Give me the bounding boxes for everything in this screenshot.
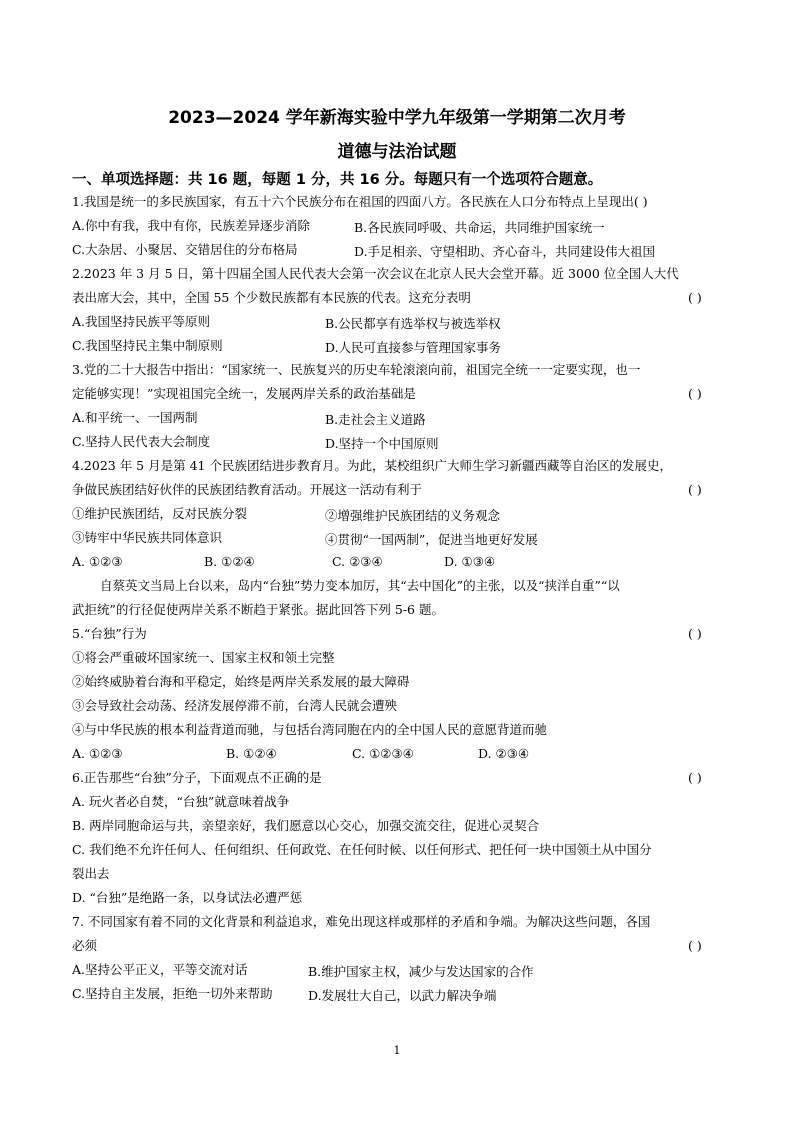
- q5-statement-3: ③会导致社会动荡、经济发展停滞不前，台湾人民就会遭殃: [72, 698, 398, 713]
- q2-stem-line2: 表出席大会，其中，全国 55 个少数民族都有本民族的代表。这充分表明: [72, 290, 471, 305]
- section-heading: 一、单项选择题：共 16 题，每题 1 分，共 16 分。每题只有一个选项符合题意。: [72, 172, 603, 188]
- q2-stem-line1: 2.2023 年 3 月 5 日，第十四届全国人民代表大会第一次会议在北京人民大会堂开幕。近 3000 位全国人大代: [72, 266, 679, 281]
- q4-stem-line2: 争做民族团结好伙伴的民族团结教育活动。开展这一活动有利于: [72, 482, 423, 497]
- q7-answer-paren: ( ): [688, 938, 702, 953]
- q6-option-c-line2: 裂出去: [72, 866, 110, 881]
- q4-statement-1: ①维护民族团结，反对民族分裂: [72, 506, 248, 521]
- q1-option-c: C.大杂居、小聚居、交错居住的分布格局: [72, 242, 298, 257]
- q1-option-a: A.你中有我，我中有你，民族差异逐步消除: [72, 218, 311, 233]
- q4-stem-line1: 4.2023 年 5 月是第 41 个民族团结进步教育月。为此，某校组织广大师生学习新疆西藏等自治区的发展史，: [72, 458, 672, 473]
- q7-option-d: D.发展壮大自己，以武力解决争端: [308, 988, 497, 1003]
- q1-option-d: D.手足相亲、守望相助、齐心奋斗，共同建设伟大祖国: [354, 244, 656, 259]
- q6-option-c-line1: C. 我们绝不允许任何人、任何组织、任何政党、在任何时候、以任何形式、把任何一块中国领土从中国分: [72, 842, 652, 857]
- q3-option-b: B.走社会主义道路: [325, 412, 426, 427]
- q4-statement-3: ③铸牢中华民族共同体意识: [72, 530, 223, 545]
- q3-stem-line2: 定能够实现！”实现祖国完全统一，发展两岸关系的政治基础是: [72, 386, 416, 401]
- q1-stem: 1.我国是统一的多民族国家，有五十六个民族分布在祖国的四面八方。各民族在人口分布特点上呈现出( ): [72, 194, 648, 209]
- passage-line2: 武拒统”的行径促使两岸关系不断趋于紧张。据此回答下列 5-6 题。: [72, 602, 444, 617]
- q4-option-d: D. ①③④: [444, 554, 496, 569]
- q1-option-b: B.各民族同呼吸、共命运，共同维护国家统一: [354, 220, 605, 235]
- q7-option-c: C.坚持自主发展，拒绝一切外来帮助: [72, 986, 273, 1001]
- exam-title: 2023—2024 学年新海实验中学九年级第一学期第二次月考: [168, 108, 626, 128]
- q4-option-c: C. ②③④: [332, 554, 383, 569]
- q2-option-c: C.我国坚持民主集中制原则: [72, 338, 223, 353]
- q5-statement-4: ④与中华民族的根本利益背道而驰，与包括台湾同胞在内的全中国人民的意愿背道而驰: [72, 722, 548, 737]
- exam-subject: 道德与法治试题: [337, 142, 457, 162]
- page-number: 1: [393, 1044, 401, 1057]
- q7-option-a: A.坚持公平正义，平等交流对话: [72, 962, 248, 977]
- q2-option-b: B.公民都享有选举权与被选举权: [325, 316, 501, 331]
- q5-stem: 5.“台独”行为: [72, 626, 147, 641]
- q3-option-a: A.和平统一、一国两制: [72, 410, 198, 425]
- passage-line1: 自蔡英文当局上台以来，岛内“台独”势力变本加厉，其“去中国化”的主张，以及“挟洋自重”“以: [100, 578, 620, 593]
- q4-statement-2: ②增强维护民族团结的义务观念: [325, 508, 501, 523]
- q5-statement-2: ②始终威胁着台海和平稳定，始终是两岸关系发展的最大障碍: [72, 674, 410, 689]
- q4-option-b: B. ①②④: [204, 554, 255, 569]
- q5-option-c: C. ①②③④: [352, 746, 414, 761]
- q5-option-b: B. ①②④: [226, 746, 277, 761]
- q5-option-d: D. ②③④: [478, 746, 530, 761]
- q6-option-b: B. 两岸同胞命运与共，亲望亲好，我们愿意以心交心，加强交流交往，促进心灵契合: [72, 818, 540, 833]
- q6-option-d: D. “台独”是绝路一条，以身试法必遭严惩: [72, 890, 303, 905]
- q4-option-a: A. ①②③: [72, 554, 123, 569]
- q4-statement-4: ④贯彻“一国两制”，促进当地更好发展: [325, 532, 538, 547]
- q5-answer-paren: ( ): [688, 626, 702, 641]
- q3-option-c: C.坚持人民代表大会制度: [72, 434, 211, 449]
- q7-stem-line2: 必须: [72, 938, 98, 953]
- q5-statement-1: ①将会严重破坏国家统一、国家主权和领土完整: [72, 650, 335, 665]
- q5-option-a: A. ①②③: [72, 746, 123, 761]
- q7-stem-line1: 7. 不同国家有着不同的文化背景和利益追求，难免出现这样或那样的矛盾和争端。为解决这些问题，各国: [72, 914, 651, 929]
- q3-option-d: D.坚持一个中国原则: [325, 436, 439, 451]
- q6-stem: 6.正告那些“台独”分子，下面观点不正确的是: [72, 770, 322, 785]
- q6-answer-paren: ( ): [688, 770, 702, 785]
- q4-answer-paren: ( ): [688, 482, 702, 497]
- q2-option-a: A.我国坚持民族平等原则: [72, 314, 211, 329]
- q3-stem-line1: 3.党的二十大报告中指出：“国家统一、民族复兴的历史车轮滚滚向前，祖国完全统一一定要实现，也一: [72, 362, 641, 377]
- q7-option-b: B.维护国家主权，减少与发达国家的合作: [308, 964, 534, 979]
- q6-option-a: A. 玩火者必自焚，“台独”就意味着战争: [72, 794, 290, 809]
- q3-answer-paren: ( ): [688, 386, 702, 401]
- q2-option-d: D.人民可直接参与管理国家事务: [325, 340, 502, 355]
- q2-answer-paren: ( ): [688, 290, 702, 305]
